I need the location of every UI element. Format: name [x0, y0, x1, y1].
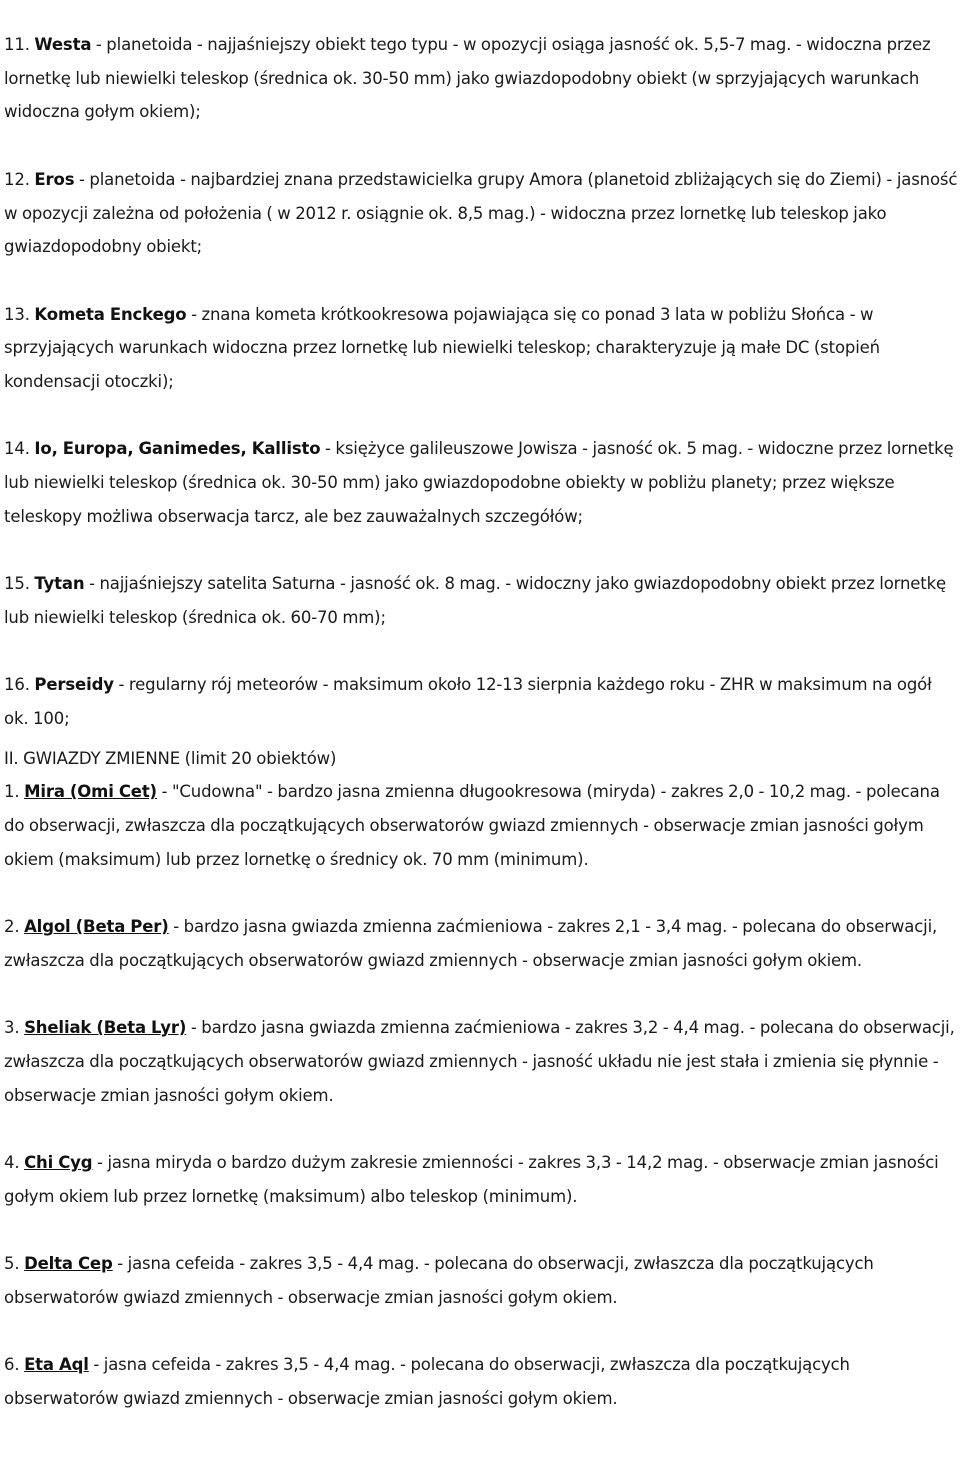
- spacer: [4, 399, 960, 433]
- variable-link[interactable]: Chi Cyg: [24, 1153, 93, 1173]
- item-number: 3.: [4, 1018, 20, 1038]
- variable-eta-aql: [4, 1348, 960, 1415]
- spacer: [4, 264, 960, 298]
- item-number: 14.: [4, 439, 30, 459]
- spacer: [4, 635, 960, 669]
- item-text: - najjaśniejszy satelita Saturna - jasność ok. 8 mag. - widoczny jako gwiazdopodobny obiekt przez lornetkę lub niewielki teleskop (średnica ok. 60-70 mm);: [4, 574, 947, 627]
- item-number: 2.: [4, 917, 20, 937]
- item-number: 4.: [4, 1153, 20, 1173]
- variable-link[interactable]: Sheliak (Beta Lyr): [24, 1018, 187, 1038]
- spacer: [4, 978, 960, 1012]
- item-name: Tytan: [34, 574, 85, 594]
- item-number: 13.: [4, 304, 30, 324]
- spacer: [4, 1213, 960, 1247]
- spacer: [4, 877, 960, 911]
- item-perseidy: [4, 668, 960, 735]
- item-name: Io, Europa, Ganimedes, Kallisto: [34, 439, 321, 459]
- item-number: 1.: [4, 782, 20, 802]
- variable-delta-cep: [4, 1247, 960, 1314]
- spacer: [4, 1112, 960, 1146]
- variable-mira: [4, 775, 960, 876]
- variable-chi-cyg: [4, 1146, 960, 1213]
- item-number: 6.: [4, 1355, 20, 1375]
- item-name: Eros: [34, 169, 75, 189]
- item-text: - jasna cefeida - zakres 3,5 - 4,4 mag. - polecana do obserwacji, zwłaszcza dla początkujących obserwatorów gwiazd zmiennych - obserwacje zmian jasności gołym okiem.: [4, 1254, 874, 1307]
- section-heading: II. GWIAZDY ZMIENNE (limit 20 obiektów): [4, 748, 337, 768]
- item-name: Perseidy: [34, 675, 114, 695]
- item-number: 16.: [4, 675, 30, 695]
- item-kometa-enckego: [4, 298, 960, 399]
- item-tytan: [4, 567, 960, 634]
- item-text: - jasna miryda o bardzo dużym zakresie zmienności - zakres 3,3 - 14,2 mag. - obserwacje zmian jasności gołym okiem lub przez lornetkę (maksimum) albo teleskop (minimum).: [4, 1153, 939, 1206]
- item-name: Kometa Enckego: [34, 304, 187, 324]
- item-text: - planetoida - najbardziej znana przedstawicielka grupy Amora (planetoid zbliżających się do Ziemi) - jasność w opozycji zależna od położenia ( w 2012 r. osiągnie ok. 8,5 mag.) - widoczna przez lornetkę lub teleskop jako gwiazdopodobny obiekt;: [4, 169, 958, 257]
- item-name: Westa: [34, 35, 92, 54]
- top-spacer: [4, 0, 960, 28]
- item-text: - znana kometa krótkookresowa pojawiająca się co ponad 3 lata w pobliżu Słońca - w sprzyjających warunkach widoczna przez lornetkę lub niewielki teleskop; charakteryzuje ją małe DC (stopień kondensacji otoczki);: [4, 304, 880, 391]
- item-number: 12.: [4, 169, 30, 189]
- item-text: - bardzo jasna gwiazda zmienna zaćmieniowa - zakres 3,2 - 4,4 mag. - polecana do obserwacji, zwłaszcza dla początkujących obserwatorów gwiazd zmiennych - jasność układu nie jest stała i zmienia się płynnie - obserwacje zmian jasności gołym okiem.: [4, 1018, 955, 1105]
- item-number: 11.: [4, 35, 30, 54]
- spacer: [4, 129, 960, 163]
- spacer: [4, 1315, 960, 1349]
- variable-link[interactable]: Eta Aql: [24, 1355, 89, 1375]
- item-number: 15.: [4, 574, 30, 594]
- variable-sheliak: [4, 1011, 960, 1112]
- spacer: [4, 534, 960, 568]
- variable-link[interactable]: Delta Cep: [24, 1254, 113, 1274]
- variable-algol: [4, 910, 960, 977]
- item-text: - planetoida - najjaśniejszy obiekt tego typu - w opozycji osiąga jasność ok. 5,5-7 mag. - widoczna przez lornetkę lub niewielki teleskop (średnica ok. 30-50 mm) jako gwiazdopodobny obiekt (w sprzyjających warunkach widoczna gołym okiem);: [4, 35, 931, 122]
- item-eros: [4, 163, 960, 264]
- item-galilean-moons: [4, 432, 960, 533]
- item-text: - regularny rój meteorów - maksimum około 12-13 sierpnia każdego roku - ZHR w maksimum na ogół ok. 100;: [4, 675, 932, 728]
- variable-link[interactable]: Algol (Beta Per): [24, 917, 169, 937]
- item-text: - księżyce galileuszowe Jowisza - jasność ok. 5 mag. - widoczne przez lornetkę lub niewielki teleskop (średnica ok. 30-50 mm) jako gwiazdopodobne obiekty w pobliżu planety; przez większe teleskopy możliwa obserwacja tarcz, ale bez zauważalnych szczegółów;: [4, 439, 954, 526]
- item-westa: [4, 28, 960, 129]
- item-text: - "Cudowna" - bardzo jasna zmienna długookresowa (miryda) - zakres 2,0 - 10,2 mag. - polecana do obserwacji, zwłaszcza dla początkujących obserwatorów gwiazd zmiennych - obserwacje zmian jasności gołym okiem (maksimum) lub przez lornetkę o średnicy ok. 70 mm (minimum).: [4, 782, 940, 869]
- item-text: - jasna cefeida - zakres 3,5 - 4,4 mag. - polecana do obserwacji, zwłaszcza dla początkujących obserwatorów gwiazd zmiennych - obserwacje zmian jasności gołym okiem.: [4, 1355, 850, 1408]
- item-text: - bardzo jasna gwiazda zmienna zaćmieniowa - zakres 2,1 - 3,4 mag. - polecana do obserwacji, zwłaszcza dla początkujących obserwatorów gwiazd zmiennych - obserwacje zmian jasności gołym okiem.: [4, 917, 938, 970]
- item-number: 5.: [4, 1254, 20, 1274]
- variable-link[interactable]: Mira (Omi Cet): [24, 782, 157, 802]
